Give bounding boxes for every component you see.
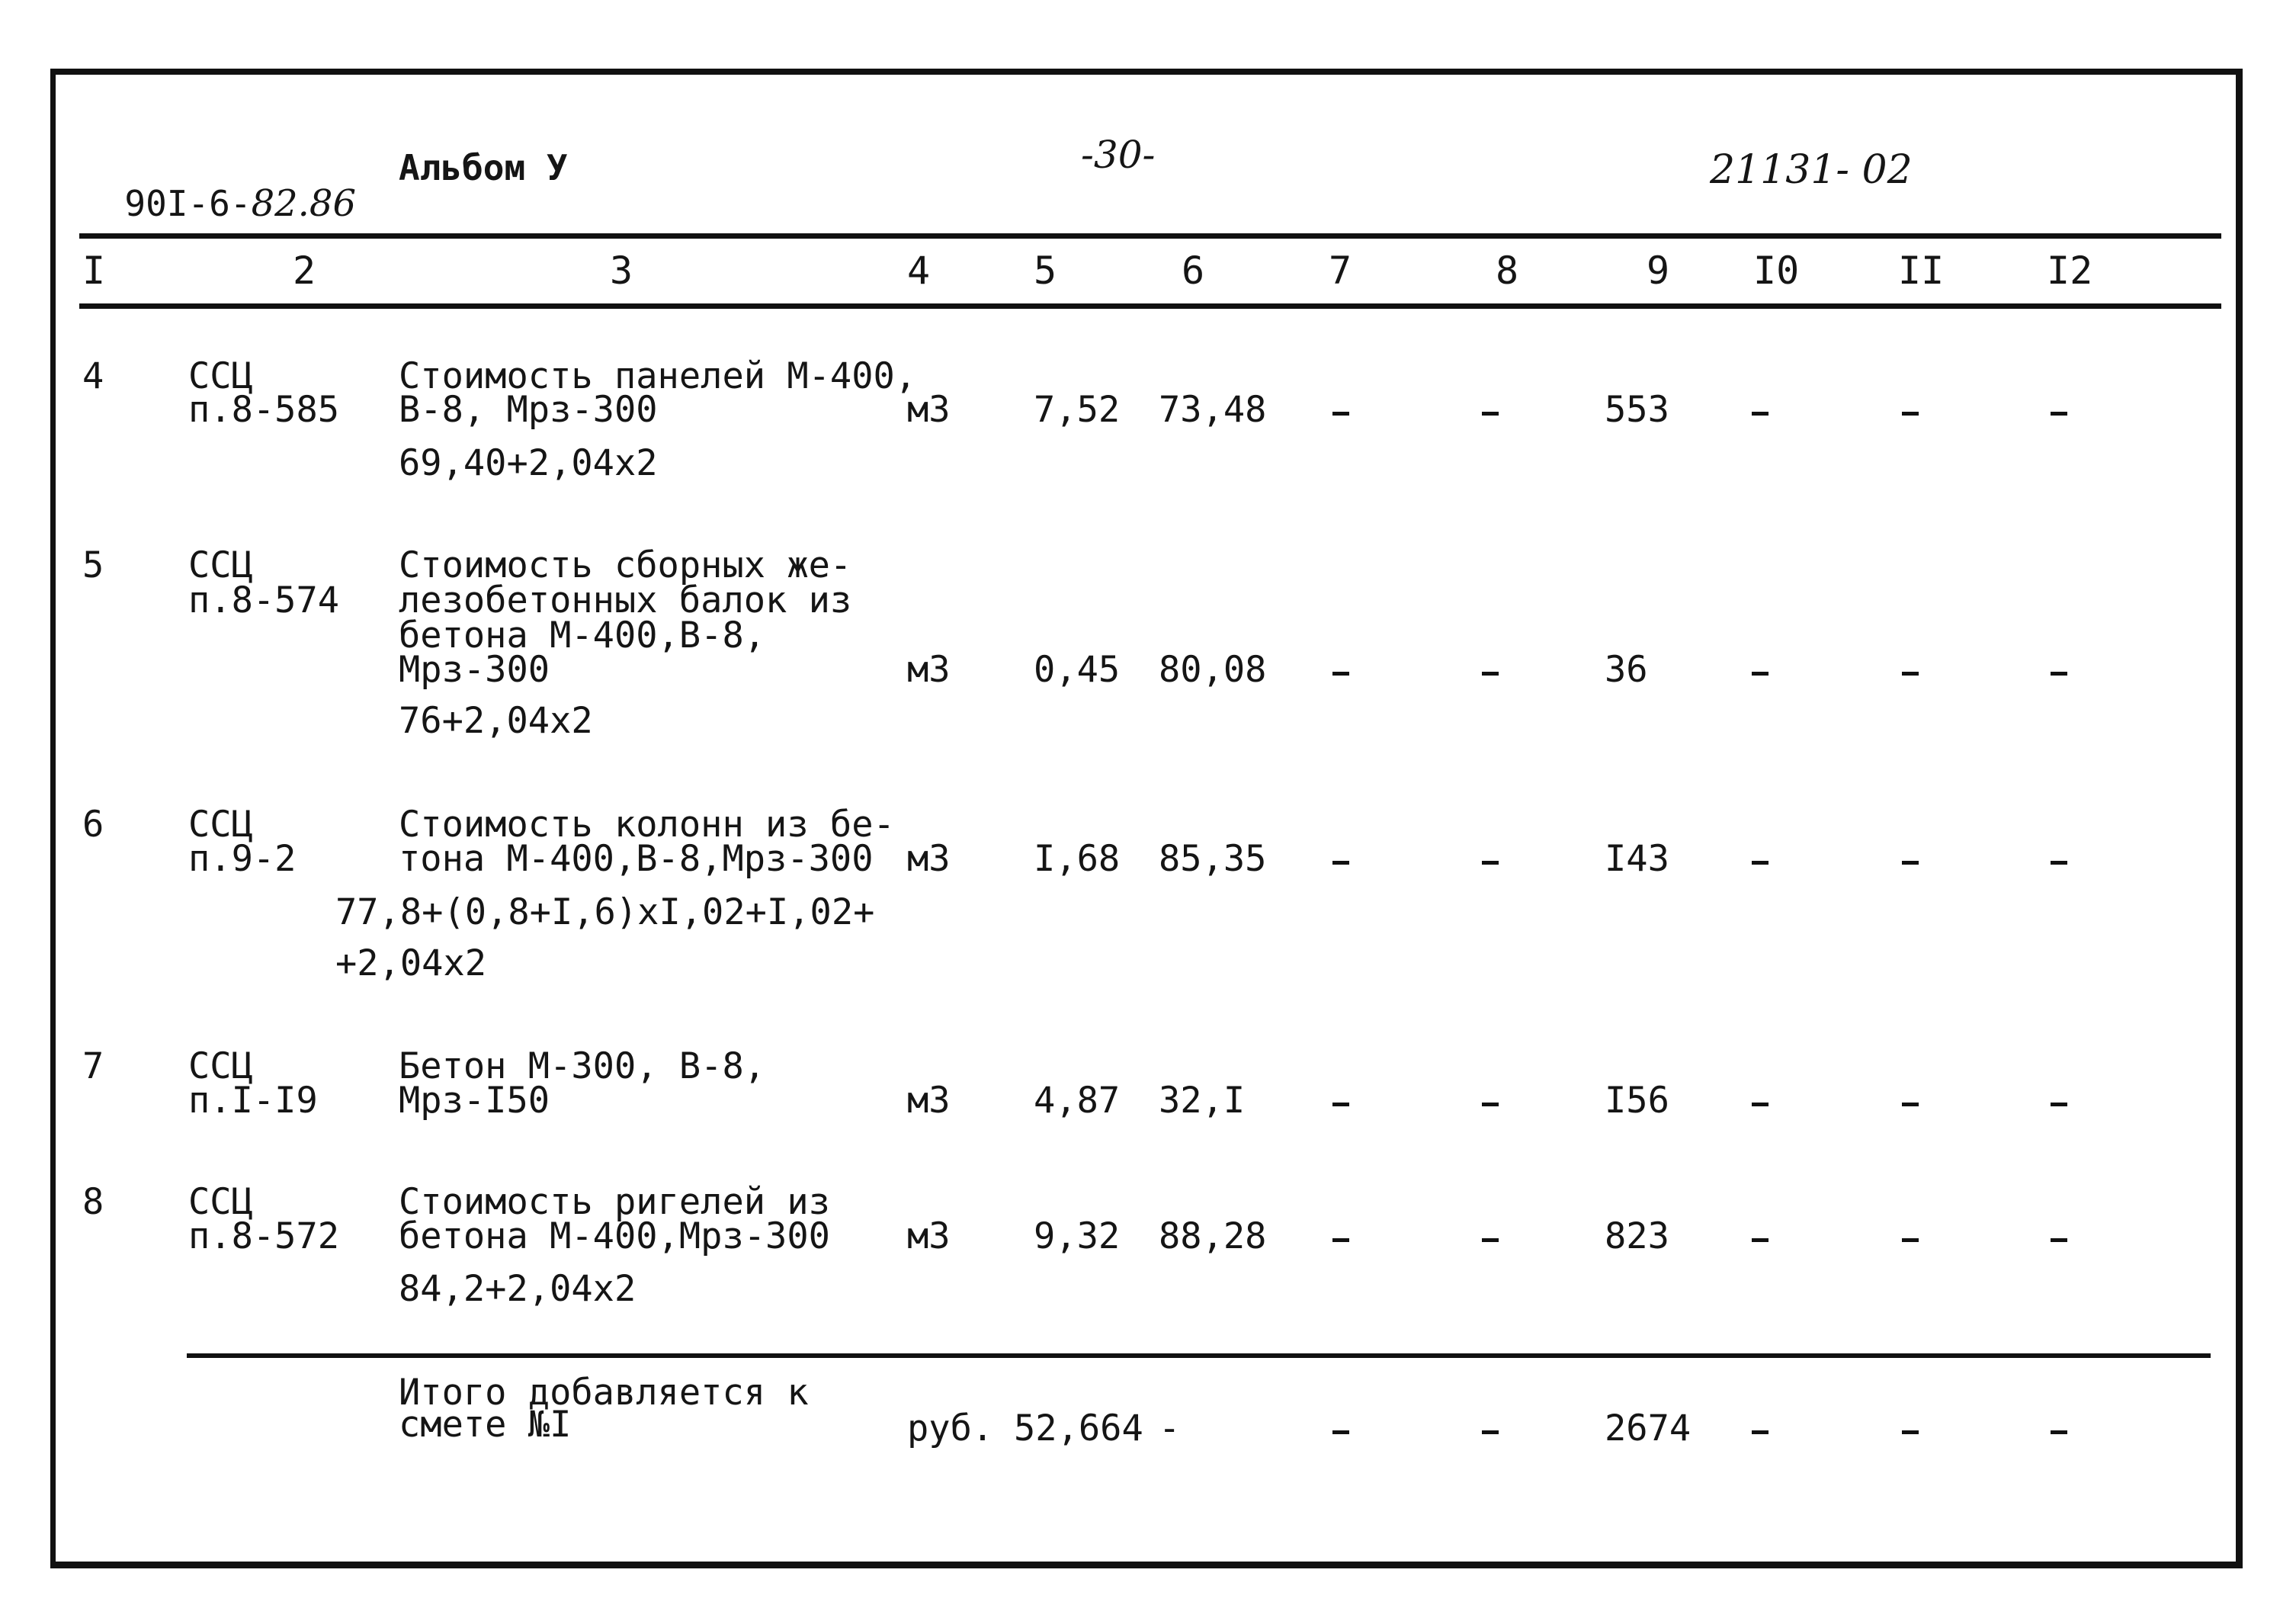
- quantity: 0,45: [1034, 649, 1121, 691]
- dash-col7: [1332, 1238, 1349, 1242]
- calculation-formula: 77,8+(0,8+I,6)xI,02+I,02+: [335, 891, 875, 933]
- quantity: I,68: [1034, 838, 1121, 880]
- dash-col11: [1902, 861, 1919, 865]
- dash-col12: [2051, 1238, 2067, 1242]
- column-number: I0: [1753, 249, 1800, 293]
- dash-col12: [2051, 412, 2067, 416]
- dash-col7: [1332, 1430, 1349, 1434]
- dash-col11: [1902, 412, 1919, 416]
- total-description: смете №I: [399, 1404, 572, 1446]
- unit-price: 73,48: [1159, 389, 1267, 431]
- calculation-formula: +2,04x2: [335, 942, 487, 984]
- dash-col10: [1752, 412, 1768, 416]
- description-line: Стоимость ригелей из: [399, 1181, 830, 1223]
- unit-price: 80,08: [1159, 649, 1267, 691]
- unit-price: 32,I: [1159, 1080, 1246, 1122]
- total-amount: I56: [1605, 1080, 1669, 1122]
- total-description: Итого добавляется к: [399, 1372, 809, 1414]
- description-line: бетона М-400,Мрз-300: [399, 1215, 830, 1257]
- unit-price: 85,35: [1159, 838, 1267, 880]
- column-number: 8: [1496, 249, 1519, 293]
- description-line: Бетон М-300, В-8,: [399, 1045, 766, 1087]
- doc-code: [82, 150, 356, 225]
- catalog-ref-item: п.9-2: [188, 838, 297, 880]
- dash-col7: [1332, 412, 1349, 416]
- page-frame: [50, 69, 2243, 1568]
- description-line: Мрз-300: [399, 649, 550, 691]
- dash-col10: [1752, 861, 1768, 865]
- dash-col11: [1902, 672, 1919, 676]
- grand-total-amount: 2674: [1605, 1408, 1692, 1449]
- description-line: тона М-400,В-8,Мрз-300: [399, 838, 874, 880]
- quantity: 9,32: [1034, 1215, 1121, 1257]
- catalog-ref: ССЦ: [188, 1045, 253, 1087]
- unit: м3: [907, 1080, 951, 1122]
- calculation-formula: 69,40+2,04x2: [399, 442, 658, 484]
- column-number: 5: [1034, 249, 1057, 293]
- dash-col8: [1482, 1103, 1499, 1106]
- column-number: 9: [1647, 249, 1670, 293]
- catalog-ref-item: п.8-572: [188, 1215, 340, 1257]
- catalog-ref: ССЦ: [188, 804, 253, 846]
- total-amount: 36: [1605, 649, 1648, 691]
- header-rule-bottom: [79, 303, 2221, 309]
- quantity: 7,52: [1034, 389, 1121, 431]
- total-amount: 823: [1605, 1215, 1669, 1257]
- row-number: 8: [82, 1181, 104, 1223]
- column-number: 7: [1329, 249, 1352, 293]
- unit: м3: [907, 838, 951, 880]
- total-amount: 553: [1605, 389, 1669, 431]
- row-number: 6: [82, 804, 104, 846]
- description-line: Стоимость панелей М-400,: [399, 355, 917, 397]
- dash-col11: [1902, 1238, 1919, 1242]
- description-line: В-8, Мрз-300: [399, 389, 658, 431]
- header-rule-top: [79, 233, 2221, 239]
- total-price: -: [1159, 1408, 1181, 1449]
- column-number: 3: [610, 249, 633, 293]
- dash-col10: [1752, 1430, 1768, 1434]
- doc-code-handwritten: 82.86: [251, 182, 356, 225]
- column-number: 2: [293, 249, 316, 293]
- catalog-ref-item: п.8-574: [188, 579, 340, 621]
- dash-col8: [1482, 1430, 1499, 1434]
- dash-col12: [2051, 861, 2067, 865]
- calculation-formula: 76+2,04x2: [399, 700, 593, 742]
- column-number: 4: [907, 249, 931, 293]
- dash-col11: [1902, 1103, 1919, 1106]
- total-amount: I43: [1605, 838, 1669, 880]
- dash-col8: [1482, 861, 1499, 865]
- dash-col10: [1752, 672, 1768, 676]
- album-title: Альбом У: [399, 147, 568, 188]
- description-line: лезобетонных балок из: [399, 579, 852, 621]
- row-number: 5: [82, 544, 104, 586]
- unit-price: 88,28: [1159, 1215, 1267, 1257]
- catalog-ref: ССЦ: [188, 1181, 253, 1223]
- doc-code-prefix: 90I-6-: [124, 183, 252, 224]
- dash-col7: [1332, 1103, 1349, 1106]
- dash-col12: [2051, 1103, 2067, 1106]
- dash-col10: [1752, 1238, 1768, 1242]
- total-unit: руб.: [907, 1408, 994, 1449]
- dash-col10: [1752, 1103, 1768, 1106]
- catalog-ref-item: п.I-I9: [188, 1080, 318, 1122]
- dash-col8: [1482, 1238, 1499, 1242]
- dash-col7: [1332, 672, 1349, 676]
- column-number: I2: [2047, 249, 2093, 293]
- dash-col8: [1482, 412, 1499, 416]
- description-line: Стоимость колонн из бе-: [399, 804, 895, 846]
- row-number: 4: [82, 355, 104, 397]
- description-line: Стоимость сборных же-: [399, 544, 852, 586]
- dash-col12: [2051, 672, 2067, 676]
- column-number: I: [82, 249, 106, 293]
- dash-col11: [1902, 1430, 1919, 1434]
- dash-col12: [2051, 1430, 2067, 1434]
- description-line: бетона М-400,В-8,: [399, 615, 766, 656]
- catalog-ref: ССЦ: [188, 355, 253, 397]
- total-quantity: 52,664: [1014, 1408, 1143, 1449]
- calculation-formula: 84,2+2,04x2: [399, 1268, 637, 1310]
- page-number: -30-: [1081, 133, 1156, 177]
- total-separator-rule: [187, 1353, 2211, 1358]
- unit: м3: [907, 649, 951, 691]
- unit: м3: [907, 1215, 951, 1257]
- dash-col7: [1332, 861, 1349, 865]
- column-number: 6: [1182, 249, 1205, 293]
- row-number: 7: [82, 1045, 104, 1087]
- catalog-ref: ССЦ: [188, 544, 253, 586]
- catalog-ref-item: п.8-585: [188, 389, 340, 431]
- dash-col8: [1482, 672, 1499, 676]
- description-line: Мрз-I50: [399, 1080, 550, 1122]
- quantity: 4,87: [1034, 1080, 1121, 1122]
- doc-number: 21131- 02: [1710, 147, 1913, 193]
- unit: м3: [907, 389, 951, 431]
- column-number: II: [1898, 249, 1945, 293]
